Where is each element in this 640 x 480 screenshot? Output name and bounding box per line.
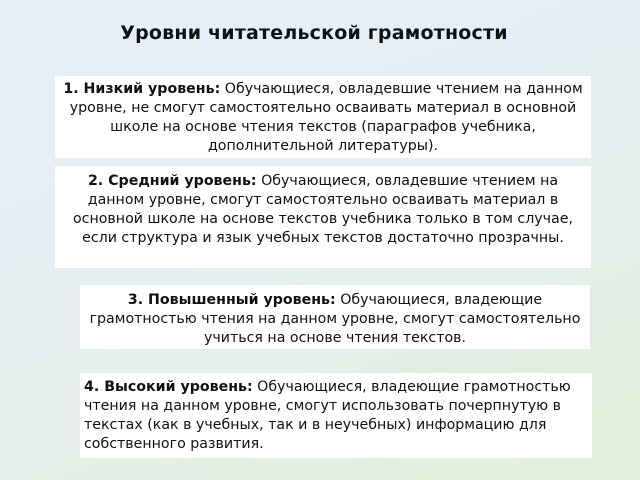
level-3-text: Обучающиеся, владеющие грамотностью чтения на данном уровне, смогут самостоятельно учиться на основе чтения текстов.: [89, 292, 581, 346]
level-2-label: 2. Средний уровень:: [87, 173, 257, 189]
page-title: Уровни читательской грамотности: [120, 22, 508, 44]
level-2-box: [55, 166, 591, 268]
level-4-text: Обучающиеся, владеющие грамотностью чтения на данном уровне, смогут использовать почерпнутую в текстах (как в учебных, так и в неучебных) информацию для собственного развития.: [84, 379, 571, 452]
level-1-box: [55, 76, 591, 158]
level-2-text: Обучающиеся, овладевшие чтением на данном уровне, смогут самостоятельно осваивать материал в основной школе на основе текстов учебника только в том случае, если структура и язык учебных текстов достаточно прозрачны.: [73, 173, 573, 246]
level-3-label: 3. Повышенный уровень:: [127, 292, 336, 308]
level-4-label: 4. Высокий уровень:: [84, 379, 253, 395]
level-4-box: [80, 373, 592, 458]
level-1-text: Обучающиеся, овладевшие чтением на данном уровне, не смогут самостоятельно осваивать материал в основной школе на основе чтения текстов (параграфов учебника, дополнительной литературы).: [69, 81, 583, 154]
level-1-label: 1. Низкий уровень:: [63, 81, 221, 97]
level-3-box: [80, 285, 590, 349]
